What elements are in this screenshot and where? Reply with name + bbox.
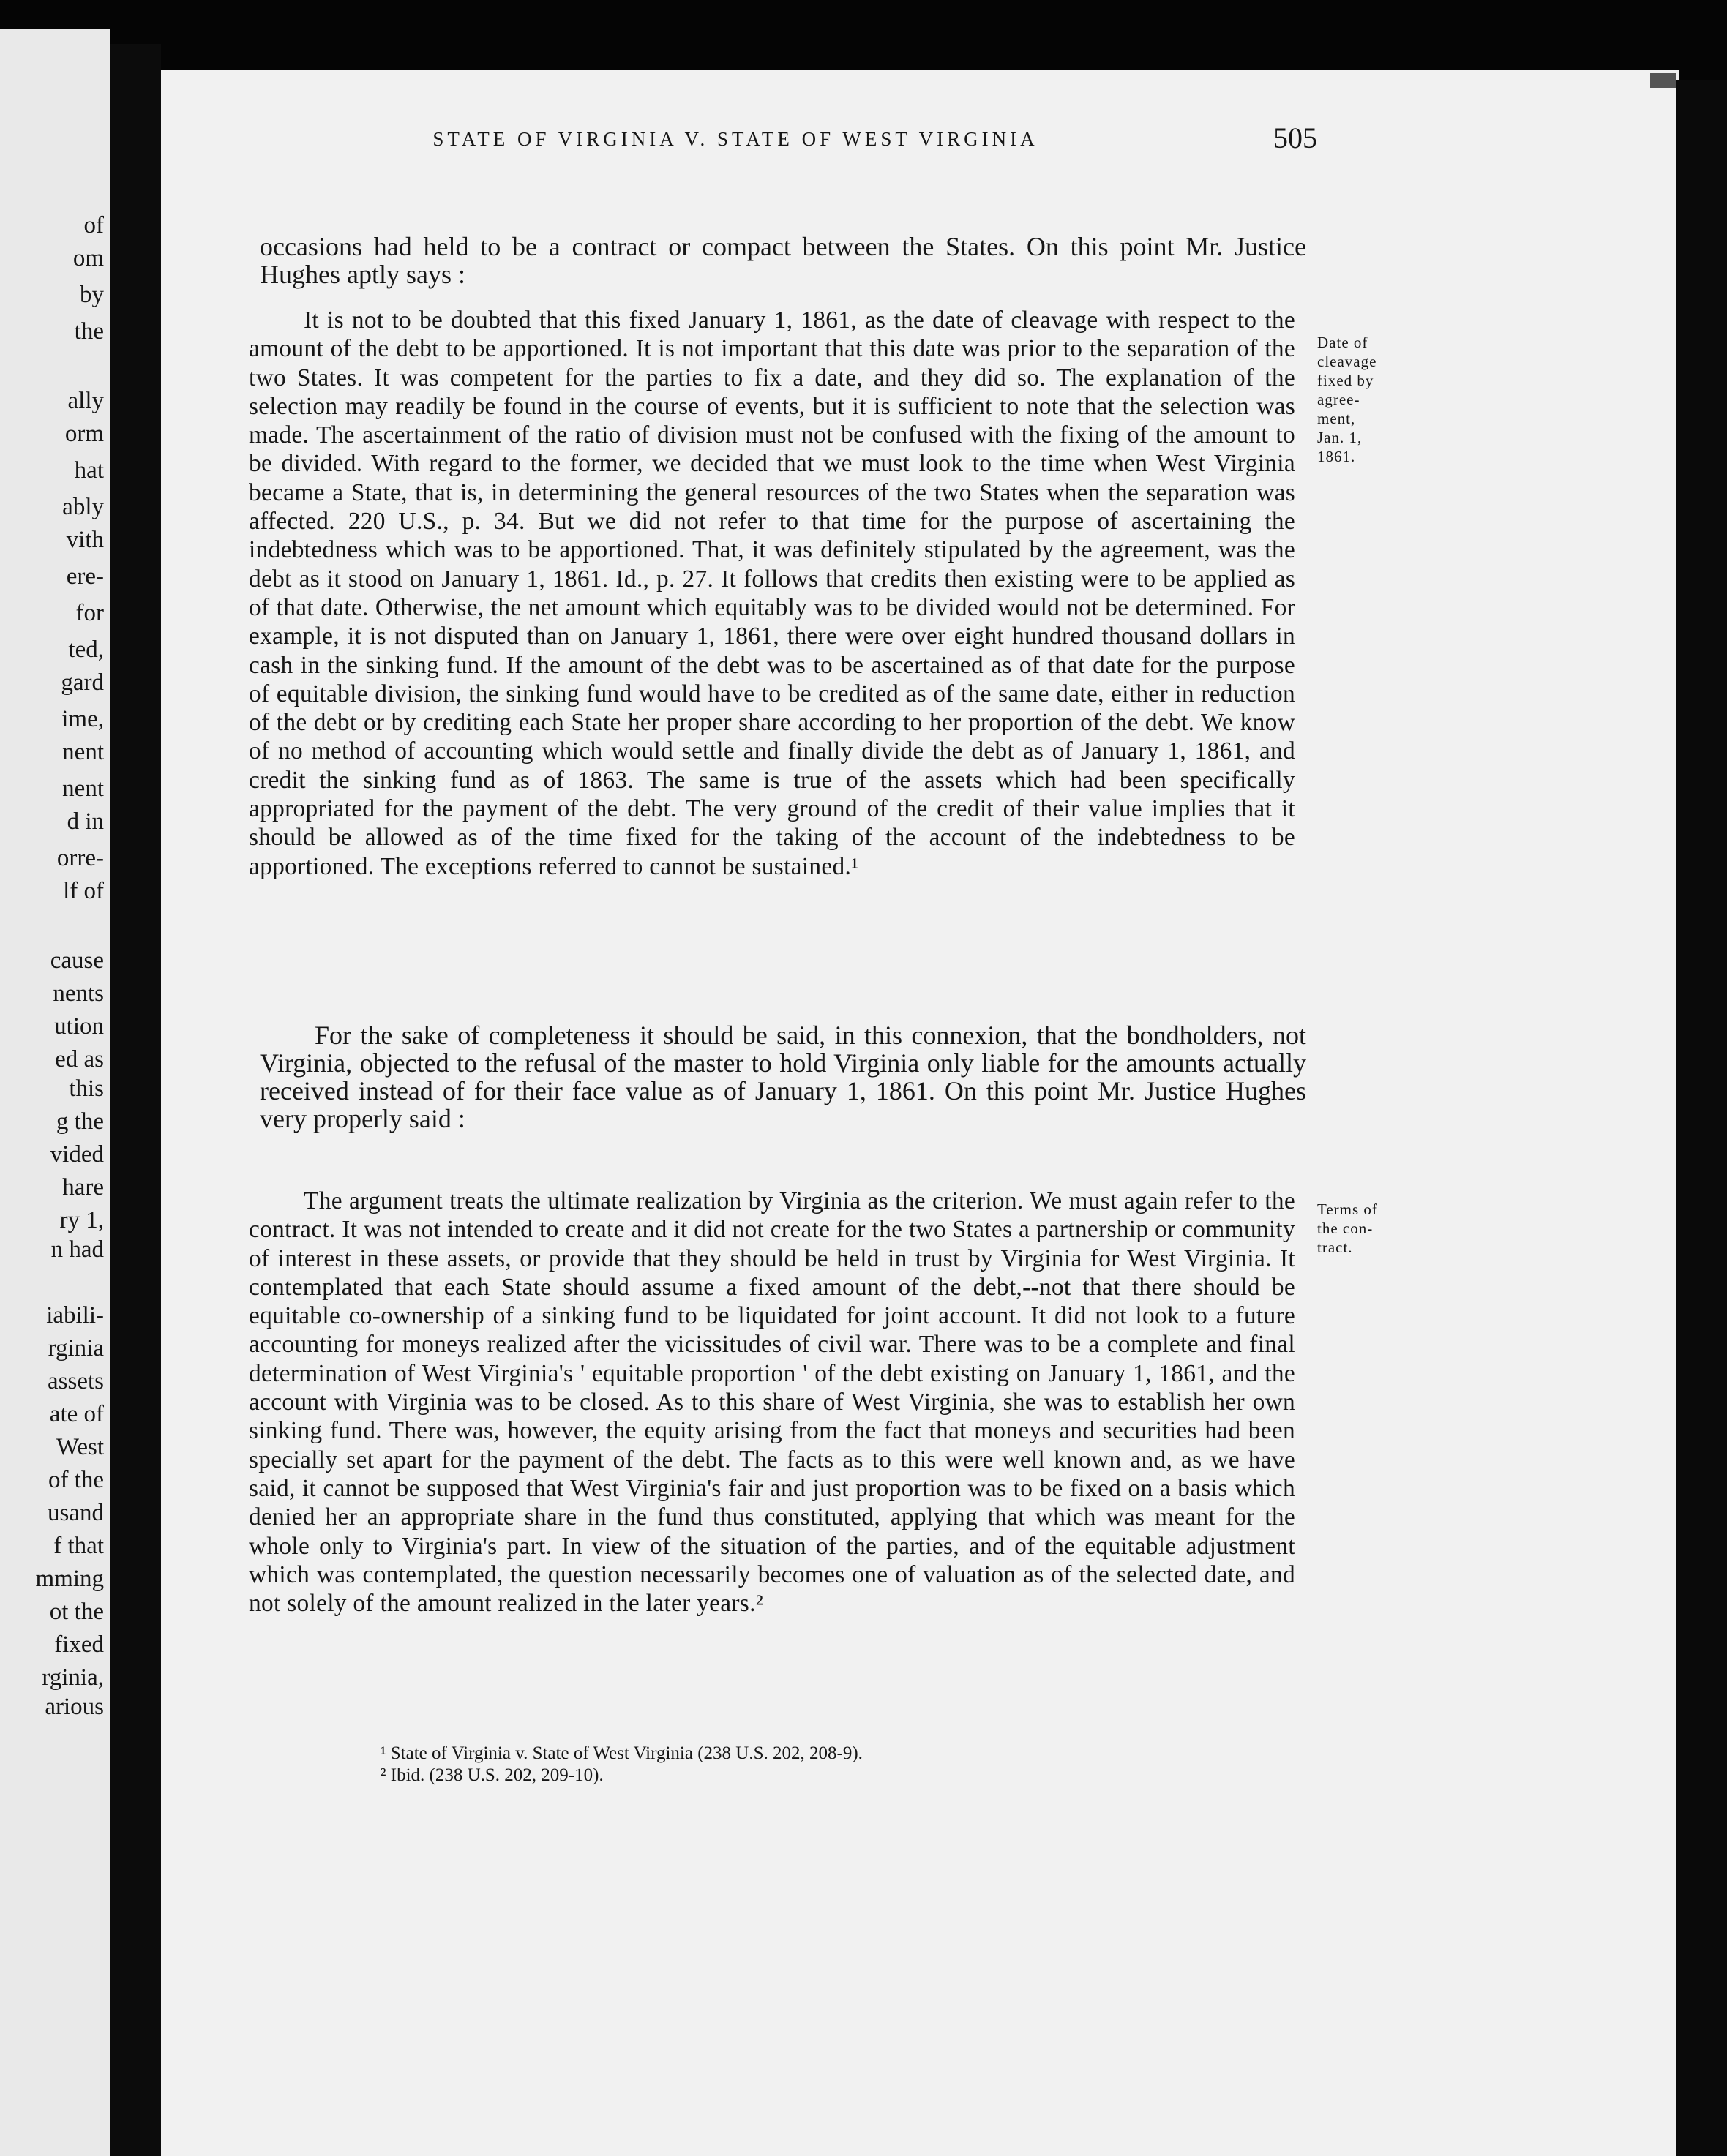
quotation-paragraph-2: The argument treats the ultimate realization by Virginia as the criterion. We must again refer to the contract. It was not intended to create and it did not create for the two States a partnership or community of interest in these assets, or provide that they should be held in trust by Virginia for West Virginia. It contemplated that each State should assume a fixed amount of the debt,--not that there should be equitable co-ownership of a sinking fund to be liquidated for joint account. It did not look to a future accounting for moneys realized after the vicissitudes of civil war. There was to be a complete and final determination of West Virginia's ' equitable proportion ' of the debt existing on January 1, 1861, and the account with Virginia was to be closed. As to this share of West Virginia, she was to establish her own sinking fund. There was, however, the equity arising from the fact that moneys and securities had been specially set apart for the payment of the debt. The facts as to this were well known and, as we have said, it cannot be supposed that West Virginia's fair and just proportion was to be fixed on a basis which denied her an appropriate share in the fund thus constituted, applying that which was meant for the whole only to Virginia's part. In view of the situation of the parties, and of the equitable adjustment which was contemplated, the question necessarily becomes one of valuation as of the selected date, and not solely of the amount realized in the later years.² — [249, 1187, 1295, 1618]
footnotes — [381, 1743, 1332, 1787]
quotation-paragraph-1: It is not to be doubted that this fixed January 1, 1861, as the date of cleavage with respect to the amount of the debt to be apportioned. It is not important that this date was prior to the separation of the two States. It was competent for the parties to fix a date, and they did so. The explanation of the selection may readily be found in the course of events, but it is sufficient to note that the selection was made. The ascertainment of the ratio of division must not be confused with the fixing of the amount to be divided. With regard to the former, we decided that we must look to the time when West Virginia became a State, that is, in determining the general resources of the two States when the separation was affected. 220 U.S., p. 34. But we did not refer to that time for the purpose of ascertaining the indebtedness which was to be apportioned. That, it was definitely stipulated by the agreement, was the debt as it stood on January 1, 1861. Id., p. 27. It follows that credits then existing were to be applied as of that date. Otherwise, the net amount which equitably was to be divided would not be determined. For example, it is not disputed than on January 1, 1861, there were over eight hundred thousand dollars in cash in the sinking fund. If the amount of the debt was to be ascertained as of that date for the purpose of equitable division, the sinking fund would have to be credited as of the same date, either in reduction of the debt or by crediting each State her proper share according to her proportion of the debt. We know of no method of accounting which would settle and finally divide the debt as of January 1, 1861, and credit the sinking fund as of 1863. The same is true of the assets which had been specifically appropriated for the payment of the debt. The very ground of the credit of their value implies that it should be allowed as of the time fixed for the taking of the account of the indebtedness to be apportioned. The exceptions referred to cannot be sustained.¹ — [249, 307, 1295, 880]
page-number: 505 — [1273, 121, 1317, 154]
margin-note-line: Terms of — [1317, 1201, 1378, 1218]
page-gutter — [110, 44, 161, 2156]
adjacent-page-fragment: iabili- — [46, 1302, 104, 1329]
margin-note-line: ment, — [1317, 410, 1356, 427]
adjacent-page-fragment: gard — [61, 669, 104, 696]
margin-note-line: fixed by — [1317, 372, 1374, 389]
adjacent-page-fragment: ally — [67, 388, 104, 414]
adjacent-page-fragment: lf of — [63, 878, 104, 904]
page-corner-shadow — [1650, 73, 1676, 88]
adjacent-page-fragment: rginia — [48, 1335, 104, 1361]
adjacent-page-fragment: mming — [35, 1566, 104, 1592]
adjacent-page-fragment: ted, — [68, 636, 104, 663]
adjacent-page-fragment: West — [56, 1434, 104, 1460]
adjacent-page-fragment: vided — [50, 1141, 104, 1168]
margin-note-line: tract. — [1317, 1239, 1353, 1256]
adjacent-page-fragment: hare — [62, 1174, 104, 1201]
margin-note-date-of-cleavage — [1317, 333, 1401, 466]
adjacent-page-fragment: n had — [50, 1236, 104, 1263]
adjacent-page-fragment: nent — [62, 775, 104, 802]
margin-note-line: agree- — [1317, 391, 1360, 408]
margin-note-line: Date of — [1317, 334, 1368, 351]
adjacent-page-fragment: cause — [50, 947, 104, 974]
scan-background-right — [1676, 80, 1727, 2156]
scan-background-top — [0, 0, 1727, 80]
adjacent-page-fragment: d in — [67, 808, 104, 835]
adjacent-page-fragment: ime, — [61, 706, 104, 732]
adjacent-page-fragment: by — [80, 282, 104, 308]
adjacent-page-fragment: fixed — [54, 1631, 104, 1658]
adjacent-page-fragment: usand — [48, 1500, 104, 1526]
adjacent-page-fragment: for — [75, 600, 104, 626]
adjacent-page-fragment: ate of — [49, 1401, 104, 1427]
adjacent-page-fragment: om — [72, 245, 104, 271]
footnote-1: ¹ State of Virginia v. State of West Virginia (238 U.S. 202, 208-9). — [381, 1743, 863, 1763]
running-head: STATE OF VIRGINIA V. STATE OF WEST VIRGINIA — [432, 128, 1038, 150]
margin-note-line: the con- — [1317, 1220, 1374, 1237]
adjacent-page-fragment: ably — [62, 494, 104, 520]
margin-note-terms-of-contract — [1317, 1200, 1401, 1257]
adjacent-page-fragment: ere- — [66, 563, 104, 590]
adjacent-page-fragment: rginia, — [42, 1664, 104, 1691]
adjacent-page-fragment: orm — [64, 421, 104, 447]
intro-paragraph-1: occasions had held to be a contract or compact between the States. On this point Mr. Justice Hughes aptly says : — [260, 232, 1306, 289]
adjacent-page-fragment: assets — [48, 1368, 104, 1394]
adjacent-page-fragment: nent — [62, 739, 104, 765]
adjacent-page-fragment: of the — [48, 1467, 104, 1493]
margin-note-line: cleavage — [1317, 353, 1377, 370]
adjacent-page-fragment: this — [69, 1075, 104, 1102]
adjacent-page-fragment: f that — [53, 1533, 104, 1559]
adjacent-page-fragment: nents — [53, 980, 104, 1007]
adjacent-page-fragment: orre- — [56, 845, 104, 871]
adjacent-page-fragment: hat — [74, 457, 104, 484]
intro-paragraph-2: For the sake of completeness it should be said, in this connexion, that the bondholders, not Virginia, objected to the refusal of the master to hold Virginia only liable for the amounts actually received instead of for their face value as of January 1, 1861. On this point Mr. Justice Hughes very properly said : — [260, 1021, 1306, 1133]
margin-note-line: 1861. — [1317, 448, 1356, 465]
adjacent-page-fragment: the — [74, 318, 104, 345]
adjacent-page-fragment: arious — [45, 1694, 104, 1720]
adjacent-page-fragment: of — [83, 212, 104, 238]
adjacent-page-fragment: vith — [66, 527, 104, 553]
adjacent-page-fragment: ry 1, — [59, 1207, 104, 1233]
adjacent-page-fragment: ed as — [55, 1046, 104, 1073]
margin-note-line: Jan. 1, — [1317, 429, 1363, 446]
adjacent-page-fragment: ution — [54, 1013, 104, 1040]
footnote-2: ² Ibid. (238 U.S. 202, 209-10). — [381, 1765, 604, 1785]
adjacent-page-fragment: ot the — [49, 1599, 104, 1625]
adjacent-page-edge — [0, 29, 110, 2156]
adjacent-page-fragment: g the — [56, 1108, 104, 1135]
